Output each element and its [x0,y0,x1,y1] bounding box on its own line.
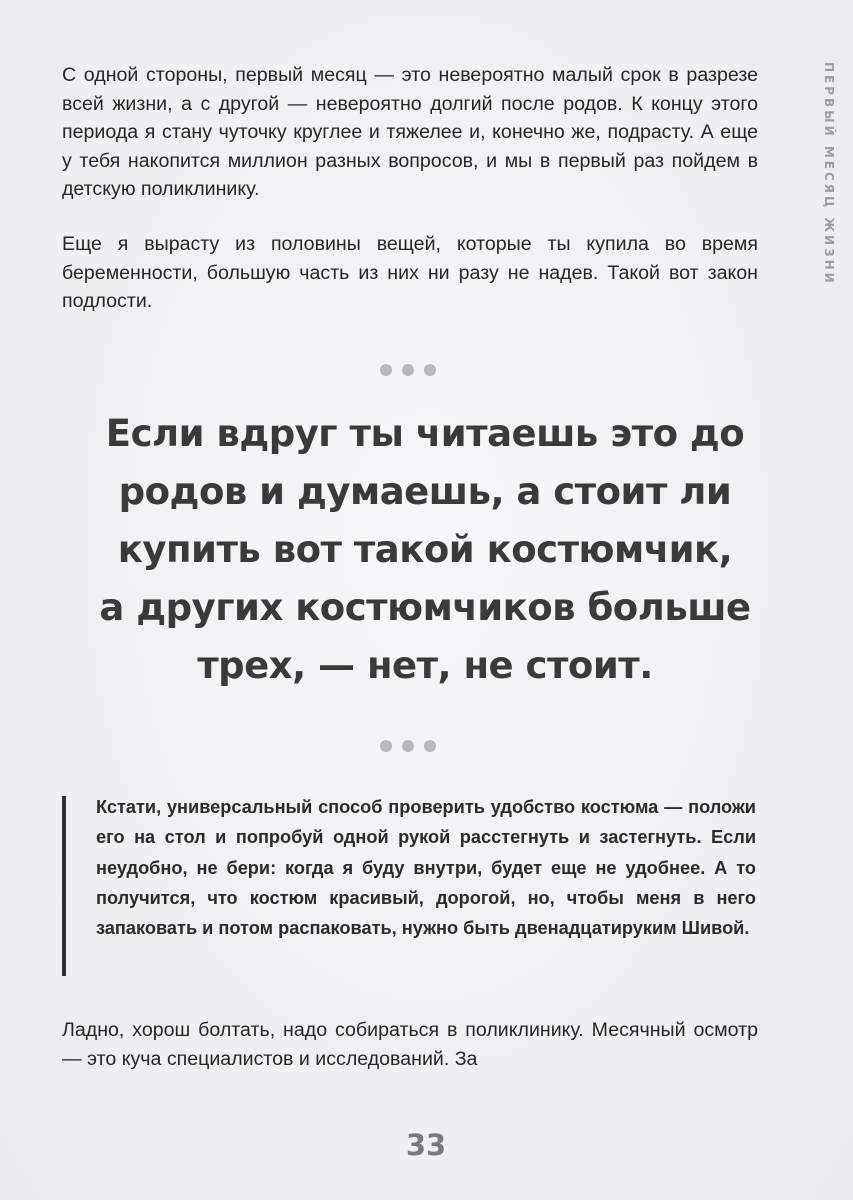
callout-text: Кстати, универсальный способ проверить удобство костюма — положи его на стол и попробуй одной рукой расстегнуть и застегнуть. Если неудобно, не бери: когда я буду внутри, будет еще не удобнее. А то получится, что костюм красивый, дорогой, но, чтобы меня в него запаковать и потом распаковать, нужно быть двенадцатируким Шивой. [96,797,756,939]
divider-dot [402,364,414,376]
divider-dot [380,740,392,752]
body-paragraph-1: С одной стороны, первый месяц — это невероятно малый срок в разрезе всей жизни, а с другой — невероятно долгий после родов. К концу этого периода я стану чуточку круглее и тяжелее и, конечно же, подрасту. А еще у тебя накопится миллион разных вопросов, и мы в первый раз пойдем в детскую поликлинику. [62,64,758,201]
callout-box [62,792,762,978]
divider-dot [424,364,436,376]
pull-quote-line: купить вот такой костюмчик, [117,528,733,571]
pull-quote-line: родов и думаешь, а стоит ли [118,470,732,513]
body-paragraph-2: Еще я вырасту из половины вещей, которые ты купила во время беременности, большую часть из них ни разу не надев. Такой вот закон подлости. [62,233,758,313]
divider-dot [402,740,414,752]
page-number: 33 [405,1128,447,1162]
running-head: ПЕРВЫЙ МЕСЯЦ ЖИЗНИ [822,62,836,286]
section-divider-dots [380,740,450,754]
divider-dot [380,364,392,376]
pull-quote-line: а других костюмчиков больше [99,586,751,629]
pull-quote-line: Если вдруг ты читаешь это до [105,412,745,455]
divider-dot [424,740,436,752]
section-divider-dots [380,364,450,378]
pull-quote [70,405,780,695]
pull-quote-line: трех, — нет, не стоит. [197,644,653,687]
callout-accent-bar [62,796,66,976]
body-paragraph-3: Ладно, хорош болтать, надо собираться в поликлинику. Месячный осмотр — это куча специалистов и исследований. За [62,1019,758,1070]
